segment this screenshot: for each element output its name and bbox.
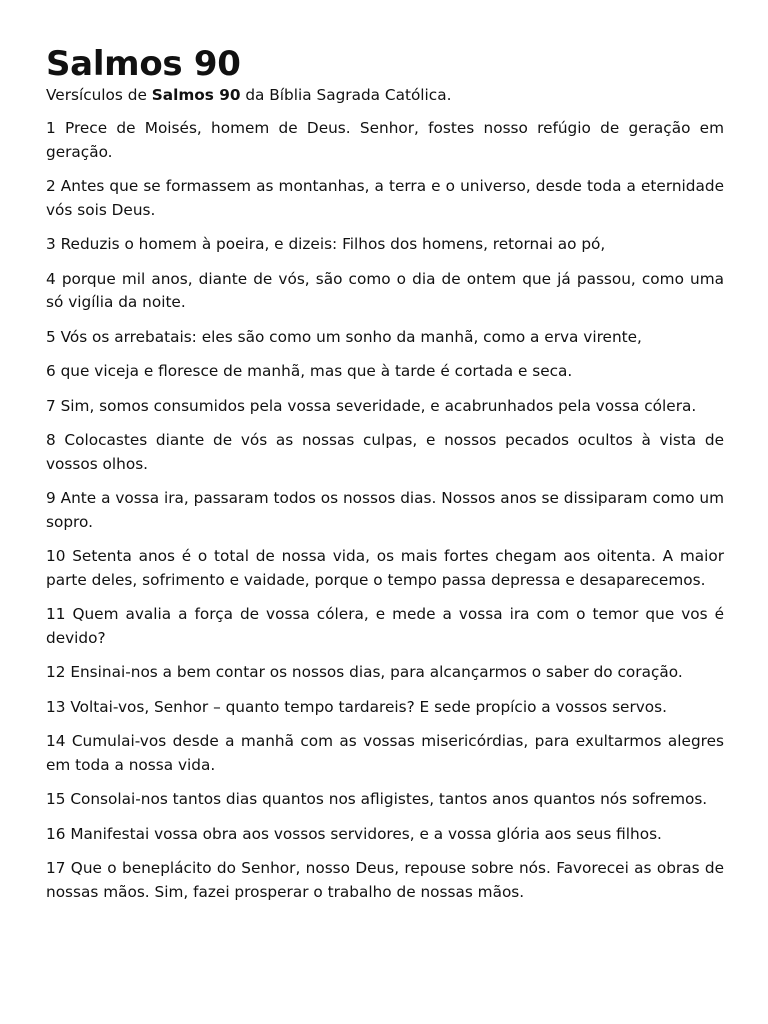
verse-1: 1 Prece de Moisés, homem de Deus. Senhor, fostes nosso refúgio de geração em geração. bbox=[46, 119, 724, 161]
subtitle-bold: Salmos 90 bbox=[151, 86, 241, 104]
subtitle-prefix: Versículos de bbox=[46, 86, 152, 104]
verse-list bbox=[46, 117, 724, 904]
verse-14: 14 Cumulai-vos desde a manhã com as vossas misericórdias, para exultarmos alegres em toda a nossa vida. bbox=[46, 732, 724, 774]
verse-7: 7 Sim, somos consumidos pela vossa severidade, e acabrunhados pela vossa cólera. bbox=[46, 396, 697, 415]
verse-8: 8 Colocastes diante de vós as nossas culpas, e nossos pecados ocultos à vista de vossos olhos. bbox=[46, 431, 724, 473]
verse-13: 13 Voltai-vos, Senhor – quanto tempo tardareis? E sede propício a vossos servos. bbox=[46, 697, 668, 716]
verse-11: 11 Quem avalia a força de vossa cólera, e mede a vossa ira com o temor que vos é devido? bbox=[46, 605, 724, 647]
subtitle-suffix: da Bíblia Sagrada Católica. bbox=[240, 86, 452, 104]
verse-15: 15 Consolai-nos tantos dias quantos nos afligistes, tantos anos quantos nós sofremos. bbox=[46, 790, 708, 808]
verse-12: 12 Ensinai-nos a bem contar os nossos dias, para alcançarmos o saber do coração. bbox=[46, 663, 683, 681]
verse-10: 10 Setenta anos é o total de nossa vida, os mais fortes chegam aos oitenta. A maior parte deles, sofrimento e vaidade, porque o tempo passa depressa e desaparecemos. bbox=[46, 547, 724, 589]
verse-5: 5 Vós os arrebatais: eles são como um sonho da manhã, como a erva virente, bbox=[46, 327, 642, 346]
verse-9: 9 Ante a vossa ira, passaram todos os nossos dias. Nossos anos se dissiparam como um sopro. bbox=[46, 489, 724, 531]
verse-4: 4 porque mil anos, diante de vós, são como o dia de ontem que já passou, como uma só vigília da noite. bbox=[46, 269, 724, 311]
page-subtitle bbox=[46, 84, 724, 106]
verse-3: 3 Reduzis o homem à poeira, e dizeis: Filhos dos homens, retornai ao pó, bbox=[46, 235, 606, 253]
verse-16: 16 Manifestai vossa obra aos vossos servidores, e a vossa glória aos seus filhos. bbox=[46, 824, 662, 843]
page-title: Salmos 90 bbox=[46, 44, 241, 84]
verse-6: 6 que viceja e floresce de manhã, mas que à tarde é cortada e seca. bbox=[46, 362, 573, 380]
verse-17: 17 Que o beneplácito do Senhor, nosso Deus, repouse sobre nós. Favorecei as obras de nossas mãos. Sim, fazei prosperar o trabalho de nossas mãos. bbox=[46, 859, 724, 901]
verse-2: 2 Antes que se formassem as montanhas, a terra e o universo, desde toda a eternidade vós sois Deus. bbox=[46, 177, 724, 219]
